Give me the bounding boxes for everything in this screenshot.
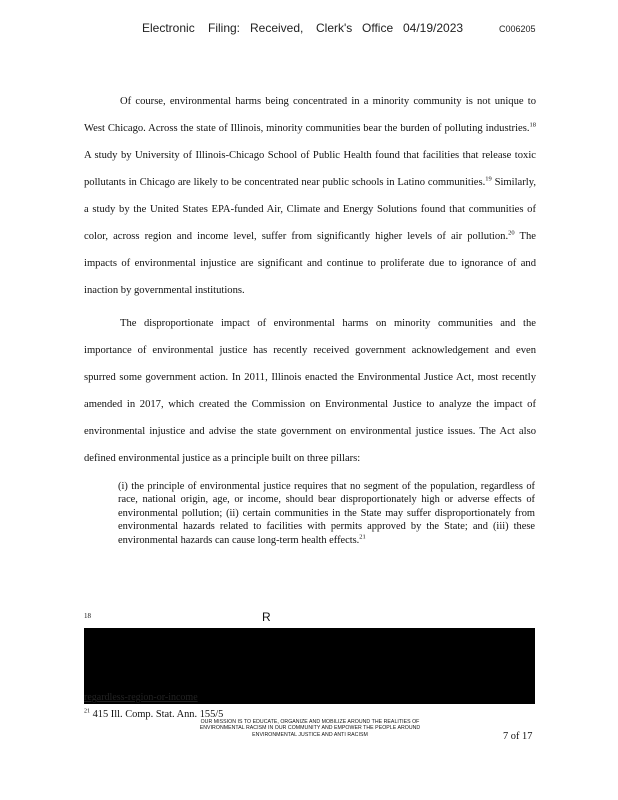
paragraph1-text-2: A study by University of Illinois-Chicago School of Public Health found that facilities that release toxic pollutants in Chicago are likely to be concentrated near public schools in Latino communities.	[84, 150, 536, 188]
header-date: 04/19/2023	[403, 21, 464, 35]
paragraph1-text-3: Similarly, a study by the United States EPA-funded Air, Climate and Energy Solutions found that communities of color, across region and income level, suffer from significantly higher levels of air pollution.	[84, 177, 536, 242]
footer-mission-statement	[178, 719, 442, 738]
paragraph-government-acknowledgement	[84, 310, 536, 472]
header-office: Office	[362, 21, 394, 35]
footnote-21-number: 21	[84, 708, 90, 715]
footnote-ref-19: 19	[485, 175, 492, 183]
header-electronic: Electronic	[142, 21, 195, 35]
header-clerks: Clerk's	[316, 21, 353, 35]
footnote-link[interactable]: regardless-region-or-income	[84, 692, 198, 703]
paragraph-environmental-harms	[84, 88, 536, 304]
block-quote-three-pillars	[118, 480, 535, 547]
header-filing: Filing:	[208, 21, 241, 35]
page-number: 7 of 17	[503, 731, 533, 742]
paragraph2-text: The disproportionate impact of environmental harms on minority communities and the importance of environmental justice has recently received government acknowledgement and even spurred some government action. In 2011, Illinois enacted the Environmental Justice Act, most recently amended in 2017, which created the Commission on Environmental Justice to analyze the impact of environmental injustice and advise the state government on environmental justice issues. The Act also defined environmental justice as a principle built on three pillars:	[84, 318, 536, 464]
mission-line-2: ENVIRONMENTAL RACISM IN OUR COMMUNITY AND EMPOWER THE PEOPLE AROUND	[199, 725, 421, 732]
footnote-ref-21: 21	[359, 533, 366, 541]
mission-line-3: ENVIRONMENTAL JUSTICE AND ANTI RACISM	[252, 731, 368, 738]
paragraph1-text-4: The impacts of environmental injustice are significant and continue to proliferate due to ignorance of and inaction by governmental institutions.	[84, 231, 536, 296]
mission-line-1: OUR MISSION IS TO EDUCATE, ORGANIZE AND MOBILIZE AROUND THE REALITIES OF	[200, 719, 420, 725]
footnote-18-number: 18	[84, 612, 91, 620]
header-document-code: C006205	[499, 24, 536, 34]
footnote-21-text: 415 Ill. Comp. Stat. Ann. 155/5	[92, 709, 224, 720]
block-quote-text: (i) the principle of environmental justice requires that no segment of the population, regardless of race, national origin, age, or income, should bear disproportionately high or adverse effects of environmental pollution; (ii) certain communities in the State may suffer disproportionately from environmental hazards related to facilities with permits approved by the State; and (iii) these environmental hazards can cause long-term health effects.	[118, 481, 535, 546]
footnote-ref-20: 20	[508, 229, 515, 237]
paragraph1-text-1: Of course, environmental harms being concentrated in a minority community is not unique to West Chicago. Across the state of Illinois, minority communities bear the burden of polluting industries.	[84, 96, 536, 134]
footnote-18-mark: R	[262, 610, 271, 624]
header-received: Received,	[250, 21, 304, 35]
filing-header	[0, 21, 618, 37]
footnote-ref-18: 18	[529, 121, 536, 129]
